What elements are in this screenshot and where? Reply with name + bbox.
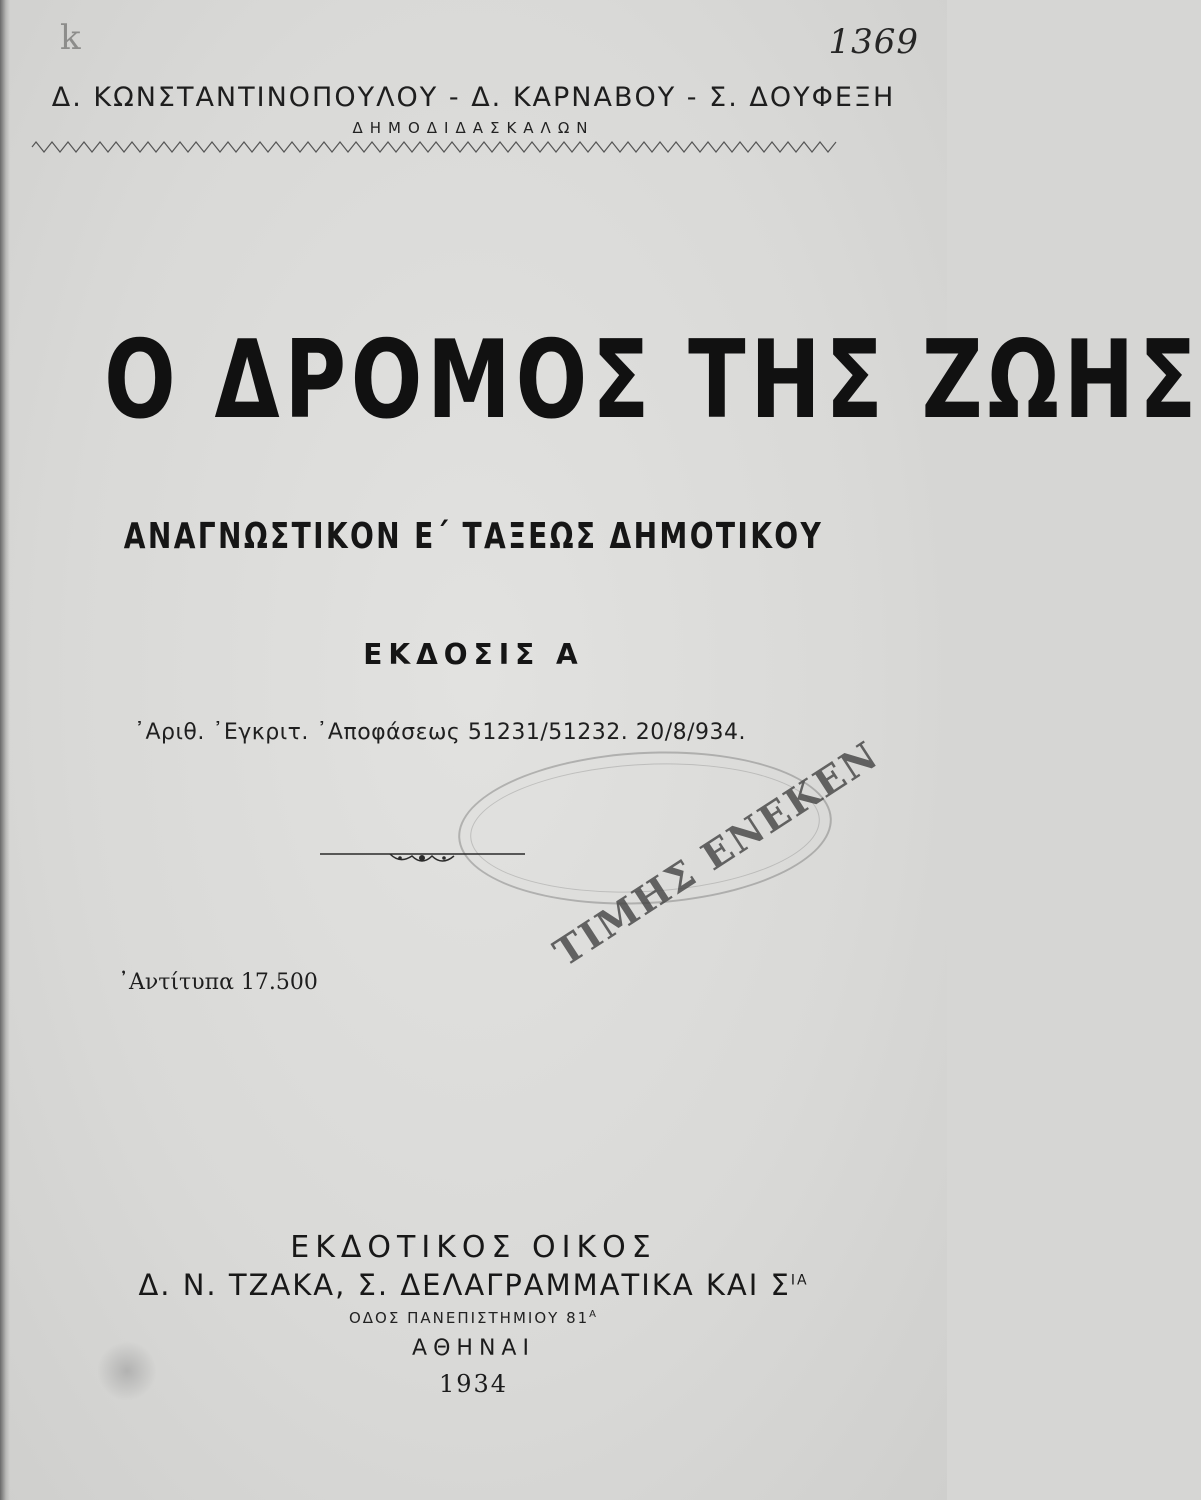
wavy-divider (32, 140, 832, 154)
authors-line: Δ. ΚΩΝΣΤΑΝΤΙΝΟΠΟΥΛΟΥ - Δ. ΚΑΡΝΑΒΟΥ - Σ. ΔΟΥΦΕΞΗ (51, 82, 896, 113)
book-subtitle: ΑΝΑΓΝΩΣΤΙΚΟΝ Ε΄ ΤΑΞΕΩΣ ΔΗΜΟΤΙΚΟΥ (123, 516, 824, 557)
book-title: Ο ΔΡΟΜΟΣ ΤΗΣ ΖΩΗΣ (104, 318, 1201, 443)
honor-stamp: ΤΙΜΗΣ ΕΝΕΚΕΝ (545, 731, 887, 975)
publisher-names (0, 1268, 947, 1302)
catalog-number: 1369 (828, 22, 919, 62)
publication-year: 1934 (438, 1370, 509, 1398)
pencil-mark: k (60, 18, 81, 58)
publisher-address-text: ΟΔΟΣ ΠΑΝΕΠΙΣΤΗΜΙΟΥ 81 (348, 1309, 590, 1327)
authors-profession: ΔΗΜΟΔΙΔΑΣΚΑΛΩΝ (352, 119, 595, 137)
publisher-city: ΑΘΗΝΑΙ (412, 1336, 535, 1361)
copies-count: ᾿Αντίτυπα 17.500 (118, 970, 318, 995)
ornament-divider (320, 842, 525, 872)
publisher-names-text: Δ. Ν. ΤΖΑΚΑ, Σ. ΔΕΛΑΓΡΑΜΜΑΤΙΚΑ ΚΑΙ Σ (138, 1268, 791, 1302)
approval-line: ᾿Αριθ. ᾿Εγκριτ. ᾿Αποφάσεως 51231/51232. 20/8/934. (133, 720, 747, 745)
publisher-names-sup: ΙΑ (790, 1272, 809, 1289)
publisher-house: ΕΚΔΟΤΙΚΟΣ ΟΙΚΟΣ (290, 1230, 657, 1265)
publisher-address (0, 1309, 947, 1327)
edition-label: ΕΚΔΟΣΙΣ Α (363, 638, 584, 671)
ink-smudge (98, 1340, 156, 1402)
publisher-address-sup: Α (589, 1309, 598, 1320)
